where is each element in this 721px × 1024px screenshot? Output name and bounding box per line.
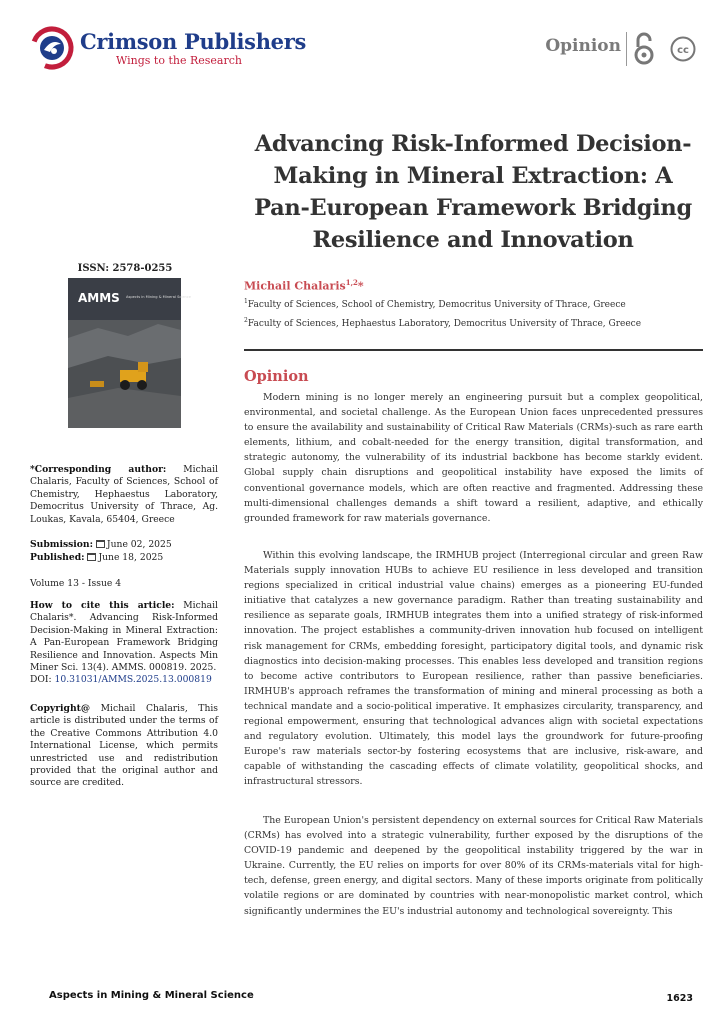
footer-journal-name: Aspects in Mining & Mineral Science [49, 990, 254, 1001]
citation-block [30, 600, 218, 687]
calendar-icon [96, 540, 105, 548]
cover-title: AMMS [78, 291, 120, 305]
issn-label: ISSN: 2578-0255 [77, 263, 173, 274]
doi-link[interactable]: 10.31031/AMMS.2025.13.000819 [54, 674, 212, 686]
author-affiliation-sup: 1,2 [345, 278, 358, 287]
published-label: Published: [30, 552, 85, 563]
cite-text: Michail Chalaris*. Advancing Risk-Informed Decision-Making in Mineral Extraction: A Pan-European Framework Bridging Resilience and Innovation. Aspects Min Miner Sci. 13(4). AMMS. 000819. 2025. [30, 600, 218, 674]
title-divider [244, 349, 703, 351]
submission-line [30, 539, 218, 551]
section-heading: Opinion [244, 368, 309, 385]
footer-page-number: 1623 [666, 993, 693, 1004]
doi-label: DOI: [30, 674, 52, 686]
author-name-text: Michail Chalaris [244, 279, 346, 293]
copyright-block [30, 703, 218, 790]
published-date: June 18, 2025 [98, 552, 164, 563]
paragraph-text: Modern mining is no longer merely an engineering pursuit but a complex geopolitical, environmental, and societal challenge. As the European Union faces unprecedented pressures to ensure the availability and sustainability of Critical Raw Materials (CRMs)-such as rare earth elements, lithium, and cobalt-needed for the energy transition, digital transformation, and strategic autonomy, the vulnerability of its industrial backbone has become starkly evident. Global supply chain disruptions and geopolitical instability have exposed the limits of conventional governance models, which are often reactive and fragmented. Addressing these multi-dimensional challenges demands a shift toward a resilient, adaptive, and ethically grounded framework for raw materials governance. [244, 392, 703, 524]
header-divider [626, 32, 627, 66]
author-name[interactable] [244, 278, 364, 293]
publisher-brand[interactable] [80, 30, 306, 68]
corresponding-label: *Corresponding author: [30, 464, 167, 475]
published-line [30, 552, 218, 564]
copyright-label: Copyright@ [30, 703, 91, 714]
publisher-name: Crimson Publishers [80, 29, 307, 54]
cover-subtitle: Aspects in Mining & Mineral Science [126, 295, 192, 299]
volume-issue: Volume 13 - Issue 4 [30, 578, 122, 589]
paragraph-text: Within this evolving landscape, the IRMHUB project (Interregional circular and green Raw Materials supply innovation HUBs to achieve EU resilience in less developed and transition regions specialized in critical industrial value chains) emerges as a pioneering EU-funded initiative that catalyzes a new governance paradigm. Rather than treating sustainability and resilience as separate goals, IRMHUB integrates them into a unified strategy of risk-informed innovation. The project establishes a community-driven innovation hub focused on intelligent risk management for CRMs, embedding foresight, participatory digital tools, and dynamic risk diagnostics into decision-making processes. This enables less developed and transition regions to become active contributors to European resilience, rather than passive beneficiaries. IRMHUB's approach reframes the transformation of mining and mineral processing as both a technical mandate and a socio-political imperative. It emphasizes circularity, transparency, and regional empowerment, ensuring that technological advances align with societal expectations and regulatory evolution. Ultimately, this model lays the groundwork for future-proofing Europe's raw materials sector-by fostering ecosystems that are inclusive, risk-aware, and capable of withstanding the cascading effects of climate volatility, geopolitical shocks, and infrastructural stressors. [244, 550, 703, 788]
affiliation-2 [244, 317, 641, 329]
body-paragraph-1 [244, 390, 703, 526]
article-type-label: Opinion [545, 36, 621, 56]
corresponding-author-block [30, 464, 218, 526]
corresponding-mark: * [357, 279, 364, 293]
affiliation-1-sup: 1 [244, 298, 248, 305]
calendar-icon [87, 553, 96, 561]
creative-commons-icon [670, 36, 696, 62]
affiliation-1 [244, 298, 626, 310]
crimson-logo-icon [30, 26, 74, 70]
cite-label: How to cite this article: [30, 600, 175, 611]
affiliation-2-sup: 2 [244, 317, 248, 324]
copyright-text: Michail Chalaris, This article is distributed under the terms of the Creative Commons Attribution 4.0 International License, which permits unrestricted use and redistribution provided that the original author and source are credited. [30, 703, 219, 789]
submission-label: Submission: [30, 539, 93, 550]
corresponding-text: Michail Chalaris, Faculty of Sciences, School of Chemistry, Hephaestus Laboratory, Democritus University of Thrace, Ag. Loukas, Kavala, 65404, Greece [30, 464, 218, 525]
article-title: Advancing Risk-Informed Decision-Making in Mineral Extraction: A Pan-European Framework Bridging Resilience and Innovation [254, 131, 692, 253]
body-paragraph-3 [244, 813, 703, 919]
affiliation-1-text: Faculty of Sciences, School of Chemistry, Democritus University of Thrace, Greece [247, 300, 626, 310]
publisher-tagline: Wings to the Research [116, 54, 242, 67]
journal-cover-image[interactable] [68, 278, 192, 428]
paragraph-text: The European Union's persistent dependency on external sources for Critical Raw Materials (CRMs) has evolved into a strategic vulnerability, further exposed by the disruptions of the COVID-19 pandemic and deepened by the geopolitical instability triggered by the war in Ukraine. Currently, the EU relies on imports for over 80% of its CRMs-materials vital for high-tech, defense, green energy, and digital sectors. Many of these imports originate from politically volatile regions or are dominated by countries with near-monopolistic market control, which significantly undermines the EU's industrial autonomy and technological sovereignty. This [244, 815, 703, 917]
cover-artwork [68, 278, 192, 428]
body-paragraph-2 [244, 548, 703, 790]
submission-date: June 02, 2025 [106, 539, 172, 550]
open-access-icon [632, 31, 656, 67]
svg-text:cc: cc [677, 45, 689, 56]
affiliation-2-text: Faculty of Sciences, Hephaestus Laboratory, Democritus University of Thrace, Greece [247, 319, 642, 329]
